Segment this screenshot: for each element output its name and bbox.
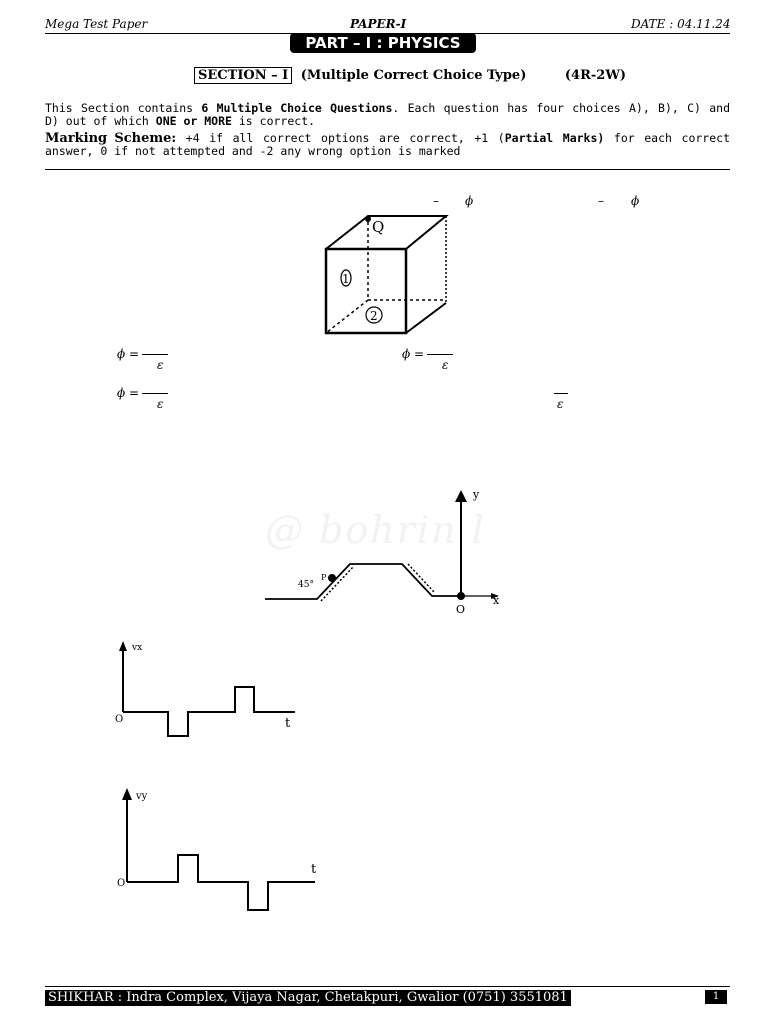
vy-origin-label: O (117, 878, 126, 889)
q1-phi-1: ϕ (465, 194, 474, 208)
vx-y-label: vx (132, 643, 143, 653)
cube-face-1-label: 1 (342, 272, 350, 286)
cube-diagram (318, 210, 458, 340)
vy-graph (112, 784, 322, 914)
vy-t-label: t (311, 862, 317, 877)
intro-rule (45, 169, 730, 170)
header-date: DATE : 04.11.24 (631, 17, 731, 31)
marking-scheme: Marking Scheme: +4 if all correct options are correct, +1 (Partial Marks) for each correct answer, 0 if not attempted and -2 any wrong option is marked (45, 131, 730, 158)
q1-option-d-formula: ε (554, 386, 568, 400)
cube-face-2-label: 2 (370, 309, 378, 323)
cube-charge-label: Q (372, 218, 385, 236)
q1-option-b-formula: ϕ = ε (402, 347, 453, 361)
footer-address: SHIKHAR : Indra Complex, Vijaya Nagar, Chetakpuri, Gwalior (0751) 3551081 (45, 990, 571, 1006)
watermark: @ bohrin l (265, 508, 486, 552)
vx-t-label: t (285, 716, 291, 731)
vy-y-label: vy (136, 791, 148, 802)
q1-option-a-formula: ϕ = ε (117, 347, 168, 361)
q1-phi-2: ϕ (631, 194, 640, 208)
track-point-label: P (321, 573, 327, 582)
q1-option-c-formula: ϕ = ε (117, 386, 168, 400)
part-title: PART – I : PHYSICS (290, 33, 476, 53)
track-angle-label: 45° (298, 580, 314, 590)
header-paper-code: PAPER-I (350, 17, 407, 31)
page-number: 1 (705, 990, 727, 1004)
vx-graph (110, 638, 310, 742)
track-x-label: x (493, 594, 500, 607)
q1-dash-2: – (598, 194, 604, 208)
track-y-label: y (473, 488, 480, 501)
vx-origin-label: O (115, 714, 124, 725)
track-diagram (262, 486, 502, 616)
section-label: SECTION – I (194, 67, 292, 84)
track-origin-label: O (456, 603, 466, 616)
header-paper-name: Mega Test Paper (45, 17, 148, 31)
section-heading (194, 67, 626, 84)
section-intro: This Section contains 6 Multiple Choice Questions. Each question has four choices A), B), C) and D) out of which ONE or MORE is correct. (45, 101, 730, 128)
section-scheme: (4R-2W) (564, 68, 627, 83)
footer-rule (45, 986, 730, 987)
q1-dash-1: – (433, 194, 439, 208)
section-type: (Multiple Correct Choice Type) (300, 68, 527, 83)
